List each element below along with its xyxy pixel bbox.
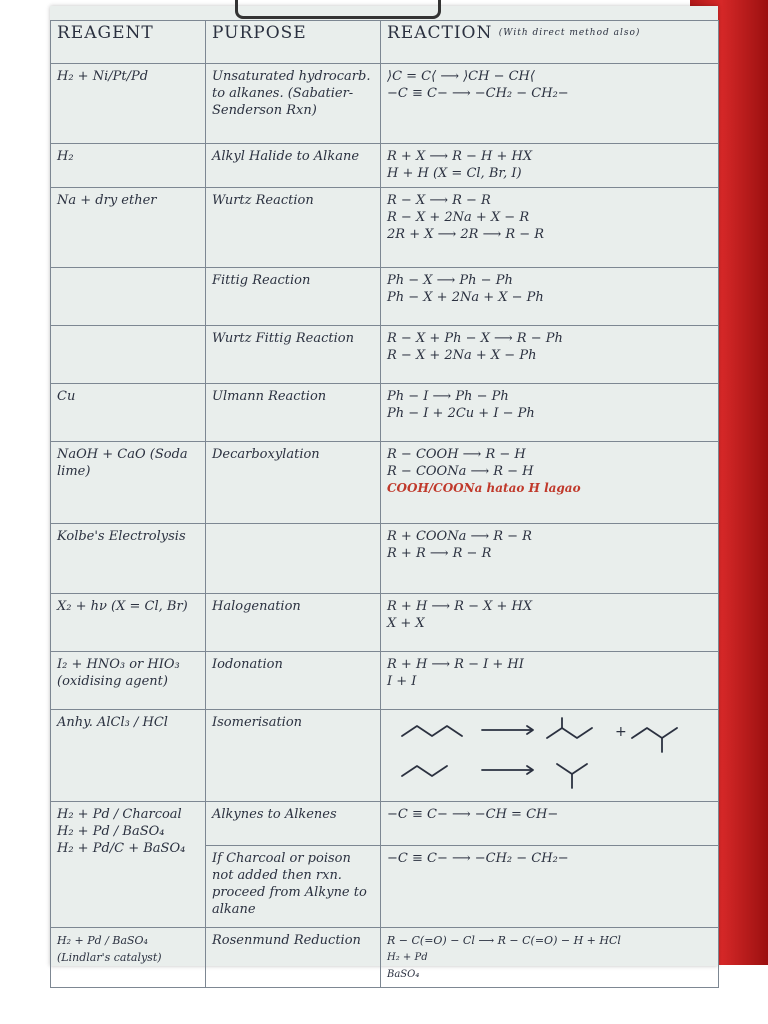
header-reaction <box>381 21 719 64</box>
reaction-cell <box>381 268 719 326</box>
reaction-table <box>50 20 719 988</box>
purpose-cell: If Charcoal or poison not added then rxn. proceed from Alkyne to alkane <box>206 846 381 928</box>
table-row <box>51 144 719 188</box>
reagent-cell <box>51 802 206 928</box>
reagent-cell: H₂ + Pd / BaSO₄ (Lindlar's catalyst) <box>51 928 206 988</box>
reaction-line: R + H ⟶ R − I + HI <box>387 657 524 672</box>
purpose-cell: Fittig Reaction <box>206 268 381 326</box>
reaction-cell <box>381 144 719 188</box>
reaction-line: X + X <box>387 616 425 631</box>
table-row <box>51 802 719 846</box>
purpose-cell: Ulmann Reaction <box>206 384 381 442</box>
header-reaction-label: REACTION <box>387 23 493 43</box>
reaction-line: Ph − X ⟶ Ph − Ph <box>387 273 513 288</box>
reaction-line: R − COONa ⟶ R − H <box>387 464 534 479</box>
reagent-cell: Na + dry ether <box>51 188 206 268</box>
n-alkane-chain-2 <box>402 766 447 776</box>
reaction-cell <box>381 928 719 988</box>
purpose-cell <box>206 524 381 594</box>
reaction-line: R − X ⟶ R − R <box>387 193 491 208</box>
reaction-cell <box>381 442 719 524</box>
table-row <box>51 928 719 988</box>
branched-product-1 <box>547 728 592 738</box>
reaction-cell <box>381 802 719 846</box>
table-row <box>51 710 719 802</box>
reaction-cell <box>381 710 719 802</box>
header-reagent: REAGENT <box>51 21 206 64</box>
reaction-cell <box>381 384 719 442</box>
reaction-line: Ph − I ⟶ Ph − Ph <box>387 389 509 404</box>
purpose-cell: Alkyl Halide to Alkane <box>206 144 381 188</box>
branched-product-2 <box>632 728 677 738</box>
table-row <box>51 442 719 524</box>
reaction-line: Ph − X + 2Na + X − Ph <box>387 290 544 305</box>
purpose-cell: Halogenation <box>206 594 381 652</box>
reaction-cell <box>381 326 719 384</box>
reaction-line: 2R + X ⟶ 2R ⟶ R − R <box>387 227 545 242</box>
reaction-line: Ph − I + 2Cu + I − Ph <box>387 406 535 421</box>
purpose-cell: Unsaturated hydrocarb. to alkanes. (Sabatier-Senderson Rxn) <box>206 64 381 144</box>
arrow-label-top: H₂ + Pd <box>387 952 428 963</box>
reagent-cell: Cu <box>51 384 206 442</box>
reaction-cell <box>381 594 719 652</box>
reaction-line: R − COOH ⟶ R − H <box>387 447 526 462</box>
reagent-cell: Kolbe's Electrolysis <box>51 524 206 594</box>
reaction-line: I + I <box>387 674 417 689</box>
arrow-label-bottom: BaSO₄ <box>387 969 420 980</box>
table-row <box>51 326 719 384</box>
reagent-line: H₂ + Pd / BaSO₄ <box>57 824 165 839</box>
reagent-cell: X₂ + hν (X = Cl, Br) <box>51 594 206 652</box>
reaction-cell <box>381 652 719 710</box>
isomerisation-skeletal-diagram <box>387 714 707 792</box>
purpose-cell: Alkynes to Alkenes <box>206 802 381 846</box>
reagent-cell: Anhy. AlCl₃ / HCl <box>51 710 206 802</box>
n-alkane-chain-1 <box>402 726 462 736</box>
reaction-line: R − X + 2Na + X − R <box>387 210 530 225</box>
branched-product-3 <box>557 764 587 774</box>
purpose-cell: Iodonation <box>206 652 381 710</box>
reaction-cell <box>381 524 719 594</box>
reaction-note: COOH/COONa hatao H lagao <box>387 481 581 495</box>
table-row <box>51 268 719 326</box>
purpose-cell: Decarboxylation <box>206 442 381 524</box>
reaction-line: −C ≡ C− ⟶ −CH₂ − CH₂− <box>387 851 569 866</box>
reaction-line: R + R ⟶ R − R <box>387 546 492 561</box>
reaction-line: R + X ⟶ R − H + HX <box>387 149 533 164</box>
purpose-cell: Wurtz Reaction <box>206 188 381 268</box>
reagent-cell: I₂ + HNO₃ or HIO₃ (oxidising agent) <box>51 652 206 710</box>
handwritten-notes-page <box>50 6 718 980</box>
reaction-line: R + H ⟶ R − X + HX <box>387 599 533 614</box>
header-row <box>51 21 719 64</box>
plus-sign: + <box>615 724 627 740</box>
header-reaction-note: (With direct method also) <box>498 28 641 38</box>
reagent-line: H₂ + Pd/C + BaSO₄ <box>57 841 186 856</box>
table-row <box>51 188 719 268</box>
reagent-cell <box>51 268 206 326</box>
table-row <box>51 652 719 710</box>
clipboard-clip <box>235 0 441 19</box>
table-row <box>51 384 719 442</box>
reaction-line: −C ≡ C− ⟶ −CH = CH− <box>387 807 559 822</box>
reagent-line: H₂ + Pd / Charcoal <box>57 807 182 822</box>
reagent-cell: NaOH + CaO (Soda lime) <box>51 442 206 524</box>
reaction-line: ⟩C = C⟨ ⟶ ⟩CH − CH⟨ <box>387 69 535 84</box>
header-purpose: PURPOSE <box>206 21 381 64</box>
reagent-cell: H₂ + Ni/Pt/Pd <box>51 64 206 144</box>
reaction-line: R − C(=O) − Cl ⟶ R − C(=O) − H + HCl <box>387 934 621 947</box>
table-row <box>51 594 719 652</box>
reagent-cell <box>51 326 206 384</box>
reaction-cell <box>381 846 719 928</box>
table-row <box>51 524 719 594</box>
reagent-cell: H₂ <box>51 144 206 188</box>
reaction-cell <box>381 188 719 268</box>
reaction-line: R − X + Ph − X ⟶ R − Ph <box>387 331 563 346</box>
reaction-line: R − X + 2Na + X − Ph <box>387 348 537 363</box>
reaction-cell <box>381 64 719 144</box>
table-row <box>51 64 719 144</box>
purpose-cell: Wurtz Fittig Reaction <box>206 326 381 384</box>
purpose-cell: Rosenmund Reduction <box>206 928 381 988</box>
purpose-cell: Isomerisation <box>206 710 381 802</box>
reaction-line: −C ≡ C− ⟶ −CH₂ − CH₂− <box>387 86 569 101</box>
reaction-line: R + COONa ⟶ R − R <box>387 529 532 544</box>
reaction-line: H + H (X = Cl, Br, I) <box>387 166 522 181</box>
